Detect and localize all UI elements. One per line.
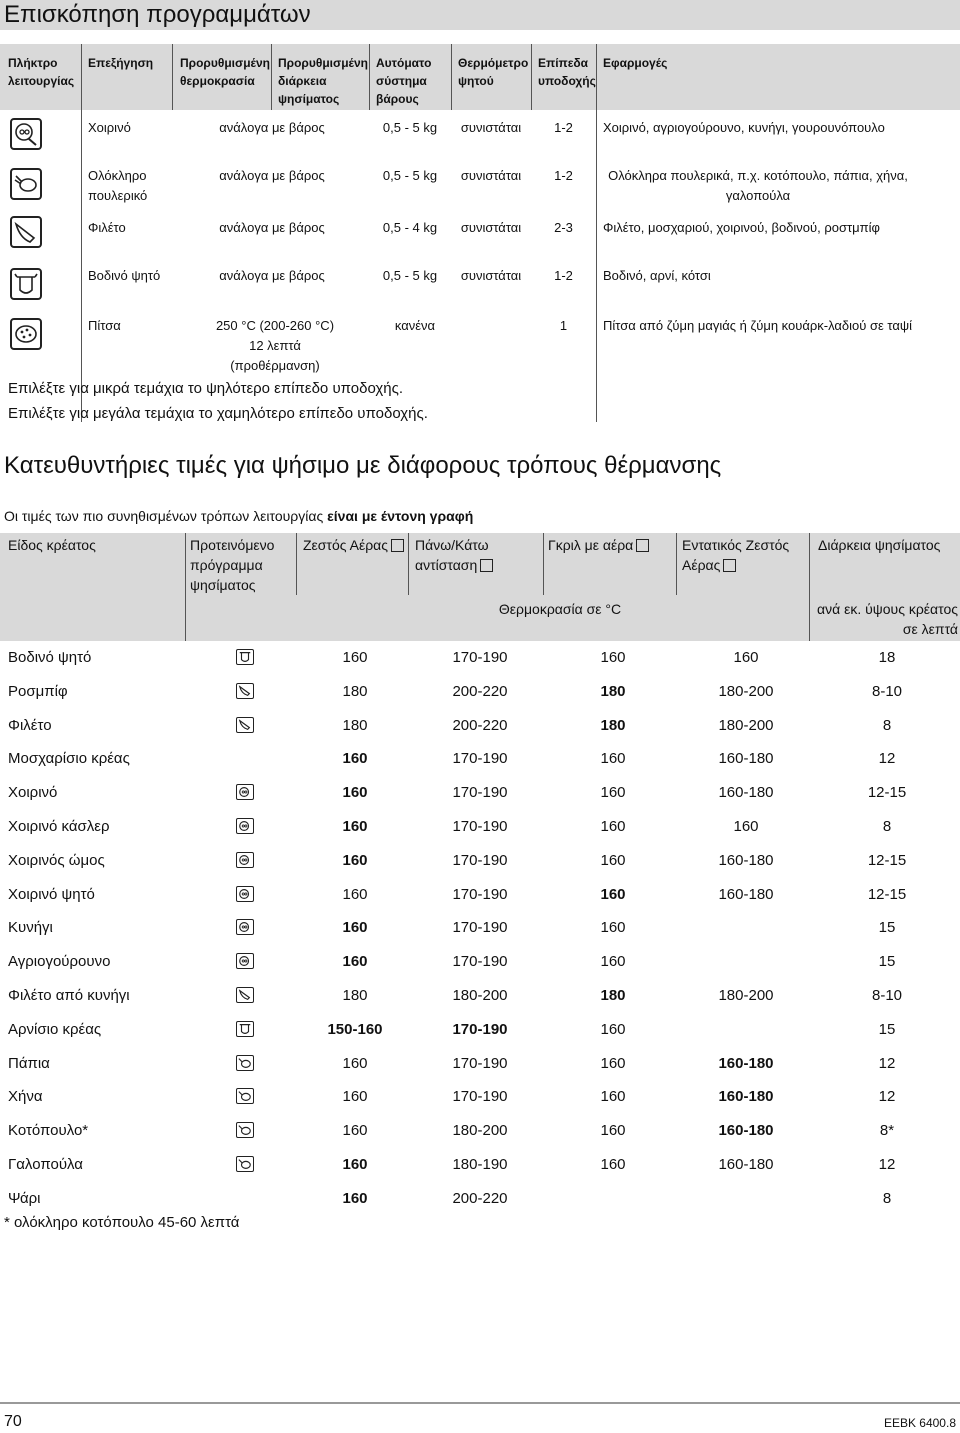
top_bottom-cell: 170-190: [452, 919, 508, 937]
intensive-cell: 160: [733, 818, 759, 835]
duration-cell: 12-15: [867, 784, 907, 802]
grill_air-cell: 180: [600, 716, 626, 734]
fillet-icon: [236, 683, 254, 699]
meat-cell: Γαλοπούλα: [8, 1156, 83, 1173]
grill_air-cell: 160: [600, 885, 626, 903]
footer-divider: [0, 1402, 960, 1404]
intro-text: Οι τιμές των πιο συνηθισμένων τρόπων λειτουργίας είναι με έντονη γραφή: [4, 508, 474, 524]
table-row: [0, 675, 960, 709]
table-row: [0, 911, 960, 945]
duration-cell: 8*: [879, 1122, 895, 1140]
note-small-pieces: Επιλέξτε για μικρά τεμάχια το ψηλότερο επίπεδο υποδοχής.: [8, 380, 404, 397]
hot_air-cell: 180: [342, 716, 368, 734]
duration-cell: 8: [882, 818, 892, 835]
intensive-cell: 180-200: [718, 987, 774, 1004]
footnote: * ολόκληρο κοτόπουλο 45-60 λεπτά: [4, 1214, 240, 1231]
roasting-table-header: Είδος κρέατος Προτεινόμενο πρόγραμμα ψησίματος Ζεστός Αέρας Πάνω/Κάτω αντίσταση Γκριλ με αέρα Εντατικός Ζεστός Αέρας Διάρκεια ψησίματος Θερμοκρασία σε °C ανά εκ. ύψους κρέατος σε λεπτά: [0, 533, 960, 641]
header-preset-temp: Προρυθμισμένη θερμοκρασία: [180, 56, 270, 88]
hot_air-cell: 160: [342, 1054, 368, 1072]
intensive-cell: 180-200: [718, 716, 774, 734]
top_bottom-cell: 170-190: [452, 750, 508, 768]
hot_air-cell: 160: [342, 851, 368, 869]
meat-cell: Φιλέτο από κυνήγι: [8, 987, 130, 1004]
meat-cell: Χοιρινό: [8, 784, 58, 802]
meat-cell: Χοιρινός ώμος: [8, 851, 105, 869]
fillet-icon: [236, 987, 254, 1003]
title-bar: [0, 0, 960, 30]
intensive-cell: 160-180: [718, 784, 774, 802]
pork-icon: [236, 886, 254, 902]
grill_air-cell: 160: [600, 1088, 626, 1106]
hot_air-cell: 160: [342, 885, 368, 903]
pork-icon: [10, 118, 42, 150]
grill_air-cell: 160: [600, 851, 626, 869]
hot_air-cell: 180: [342, 987, 368, 1004]
pork-icon: [236, 784, 254, 800]
pork-icon: [236, 919, 254, 935]
meat-cell: Χοιρινό κάσλερ: [8, 818, 110, 835]
duration-cell: 18: [878, 649, 896, 666]
hot_air-cell: 150-160: [327, 1020, 383, 1038]
duration-cell: 8-10: [871, 682, 903, 700]
duration-cell: 12-15: [867, 885, 907, 903]
beef-icon: [236, 649, 254, 665]
intensive-hot-air-icon: [723, 559, 736, 572]
beef-icon: [10, 268, 42, 300]
duration-cell: 12: [878, 750, 896, 768]
table-row: [0, 742, 960, 776]
header-description: Επεξήγηση: [88, 56, 154, 70]
hot_air-cell: 160: [342, 750, 368, 768]
hot_air-cell: 160: [342, 1189, 368, 1207]
fillet-icon: [236, 717, 254, 733]
roasting-table: [0, 533, 960, 1207]
top_bottom-cell: 200-220: [452, 716, 508, 734]
top_bottom-cell: 180-200: [452, 1122, 508, 1140]
intensive-cell: 160-180: [718, 1088, 774, 1106]
poultry-icon: [236, 1122, 254, 1138]
top_bottom-cell: 200-220: [452, 682, 508, 700]
table-row: [0, 776, 960, 810]
duration-cell: 12: [878, 1088, 896, 1106]
grill_air-cell: 180: [600, 682, 626, 700]
hot_air-cell: 160: [342, 953, 368, 971]
hot_air-cell: 160: [342, 784, 368, 802]
intensive-cell: 180-200: [718, 682, 774, 700]
table-row: [0, 878, 960, 912]
top_bottom-cell: 170-190: [452, 1020, 508, 1038]
top-bottom-heat-icon: [480, 559, 493, 572]
intensive-cell: 160-180: [718, 885, 774, 903]
table-row: [0, 1013, 960, 1047]
poultry-icon: [236, 1088, 254, 1104]
document-code: EEBK 6400.8: [883, 1416, 956, 1430]
intensive-cell: 160-180: [718, 750, 774, 768]
pizza-icon: [10, 318, 42, 350]
grill_air-cell: 180: [600, 987, 626, 1004]
note-large-pieces: Επιλέξτε για μεγάλα τεμάχια το χαμηλότερο επίπεδο υποδοχής.: [8, 405, 428, 422]
meat-cell: Κυνήγι: [8, 919, 53, 937]
top_bottom-cell: 170-190: [452, 649, 508, 666]
header-preset-duration: Προρυθμισμένη διάρκεια ψησίματος: [278, 56, 368, 106]
table-row: [0, 810, 960, 844]
hot-air-icon: [391, 539, 404, 552]
meat-cell: Ροσμπίφ: [8, 682, 68, 700]
top_bottom-cell: 170-190: [452, 885, 508, 903]
duration-cell: 8-10: [871, 987, 903, 1004]
duration-cell: 8: [882, 716, 892, 734]
hot_air-cell: 160: [342, 1122, 368, 1140]
grill_air-cell: 160: [600, 953, 626, 971]
grill-fan-icon: [636, 539, 649, 552]
top_bottom-cell: 200-220: [452, 1189, 508, 1207]
hot_air-cell: 160: [342, 919, 368, 937]
intensive-cell: 160-180: [718, 1156, 774, 1173]
fillet-icon: [10, 216, 42, 248]
meat-cell: Αρνίσιο κρέας: [8, 1020, 102, 1038]
grill_air-cell: 160: [600, 919, 626, 937]
intensive-cell: 160-180: [718, 851, 774, 869]
table-row: [0, 1047, 960, 1081]
header-applications: Εφαρμογές: [603, 56, 668, 70]
program-overview-table: Πλήκτρο λειτουργίας Επεξήγηση Προρυθμισμένη θερμοκρασία Προρυθμισμένη διάρκεια ψησίματος Αυτόματο σύστημα βάρους Θερμόμετρο ψητού Επίπεδα υποδοχής Εφαρμογές Χοιρινό ανάλογα με βάρος 0,5 - 5 kg συνιστάται 1-2 Χοιρινό, αγριογούρουνο, κυνήγι, γουρουνόπουλο Ολόκληρο πουλερικό ανάλογα με βάρος 0,5 - 5 kg συνιστάται 1-2 Ολόκληρα πουλερικά, π.χ. κοτόπουλο, πάπια, χήνα, γαλοπούλα Φιλέτο ανάλογα με βάρος 0,5 - 4 kg συνιστάται 2-3 Φιλέτο, μοσχαριού, χοιρινού, βοδινού, ροστμπίφ Βοδινό ψητό ανάλογα με βάρος 0,5 - 5 kg συνιστάται 1-2 Βοδινό, αρνί, κότσι Πίτσα 250 °C (200-260 °C) 12 λεπτά (προθέρμανση) κανένα 1 Πίτσα από ζύμη μαγιάς ή ζύμη κουάρκ-λαδιού σε ταψί: [0, 44, 960, 110]
meat-cell: Κοτόπουλο*: [8, 1122, 89, 1140]
hot_air-cell: 160: [342, 818, 368, 835]
pork-icon: [236, 818, 254, 834]
header-auto-weight: Αυτόματο σύστημα βάρους: [376, 56, 432, 106]
duration-cell: 8: [882, 1189, 892, 1207]
grill_air-cell: 160: [600, 750, 626, 768]
intensive-cell: 160-180: [718, 1054, 774, 1072]
table-row: [0, 641, 960, 675]
duration-cell: 12: [878, 1156, 896, 1173]
meat-cell: Φιλέτο: [8, 716, 52, 734]
duration-cell: 15: [878, 919, 896, 937]
beef-icon: [236, 1021, 254, 1037]
grill_air-cell: 160: [600, 818, 626, 835]
page-number: 70: [4, 1413, 22, 1430]
top_bottom-cell: 170-190: [452, 1054, 508, 1072]
hot_air-cell: 160: [342, 1156, 368, 1173]
poultry-icon: [236, 1156, 254, 1172]
top_bottom-cell: 170-190: [452, 851, 508, 869]
grill_air-cell: 160: [600, 1054, 626, 1072]
meat-cell: Βοδινό ψητό: [8, 649, 92, 666]
table-row: [0, 1114, 960, 1148]
intensive-cell: 160-180: [718, 1122, 774, 1140]
meat-cell: Μοσχαρίσιο κρέας: [8, 750, 130, 768]
page-title: Επισκόπηση προγραμμάτων: [4, 1, 311, 28]
top_bottom-cell: 170-190: [452, 818, 508, 835]
duration-cell: 15: [878, 953, 896, 971]
grill_air-cell: 160: [600, 784, 626, 802]
meat-cell: Αγριογούρουνο: [8, 953, 111, 971]
pork-icon: [236, 953, 254, 969]
table-row: [0, 1182, 960, 1216]
duration-cell: 12: [878, 1054, 896, 1072]
poultry-icon: [10, 168, 42, 200]
table-row: [0, 1148, 960, 1182]
intensive-cell: 160: [733, 649, 759, 666]
table-row: [0, 844, 960, 878]
meat-cell: Πάπια: [8, 1054, 50, 1072]
header-shelf-levels: Επίπεδα υποδοχής: [538, 56, 596, 88]
program-table-header: [0, 44, 960, 110]
top_bottom-cell: 180-190: [452, 1156, 508, 1173]
grill_air-cell: 160: [600, 1156, 626, 1173]
duration-cell: 12-15: [867, 851, 907, 869]
meat-cell: Ψάρι: [8, 1189, 41, 1207]
duration-cell: 15: [878, 1020, 896, 1038]
top_bottom-cell: 180-200: [452, 987, 508, 1004]
top_bottom-cell: 170-190: [452, 1088, 508, 1106]
top_bottom-cell: 170-190: [452, 784, 508, 802]
grill_air-cell: 160: [600, 649, 626, 666]
header-meat-thermometer: Θερμόμετρο ψητού: [458, 56, 529, 88]
hot_air-cell: 160: [342, 1088, 368, 1106]
hot_air-cell: 180: [342, 682, 368, 700]
meat-cell: Χοιρινό ψητό: [8, 885, 95, 903]
meat-cell: Χήνα: [8, 1088, 43, 1106]
table-row: [0, 1080, 960, 1114]
table-row: [0, 979, 960, 1013]
section-title: Κατευθυντήριες τιμές για ψήσιμο με διάφορους τρόπους θέρμανσης: [4, 452, 722, 479]
header-function-key: Πλήκτρο λειτουργίας: [8, 56, 75, 88]
pork-icon: [236, 852, 254, 868]
table-row: [0, 945, 960, 979]
grill_air-cell: 160: [600, 1122, 626, 1140]
grill_air-cell: 160: [600, 1020, 626, 1038]
table-row: [0, 709, 960, 743]
hot_air-cell: 160: [342, 649, 368, 666]
poultry-icon: [236, 1055, 254, 1071]
top_bottom-cell: 170-190: [452, 953, 508, 971]
